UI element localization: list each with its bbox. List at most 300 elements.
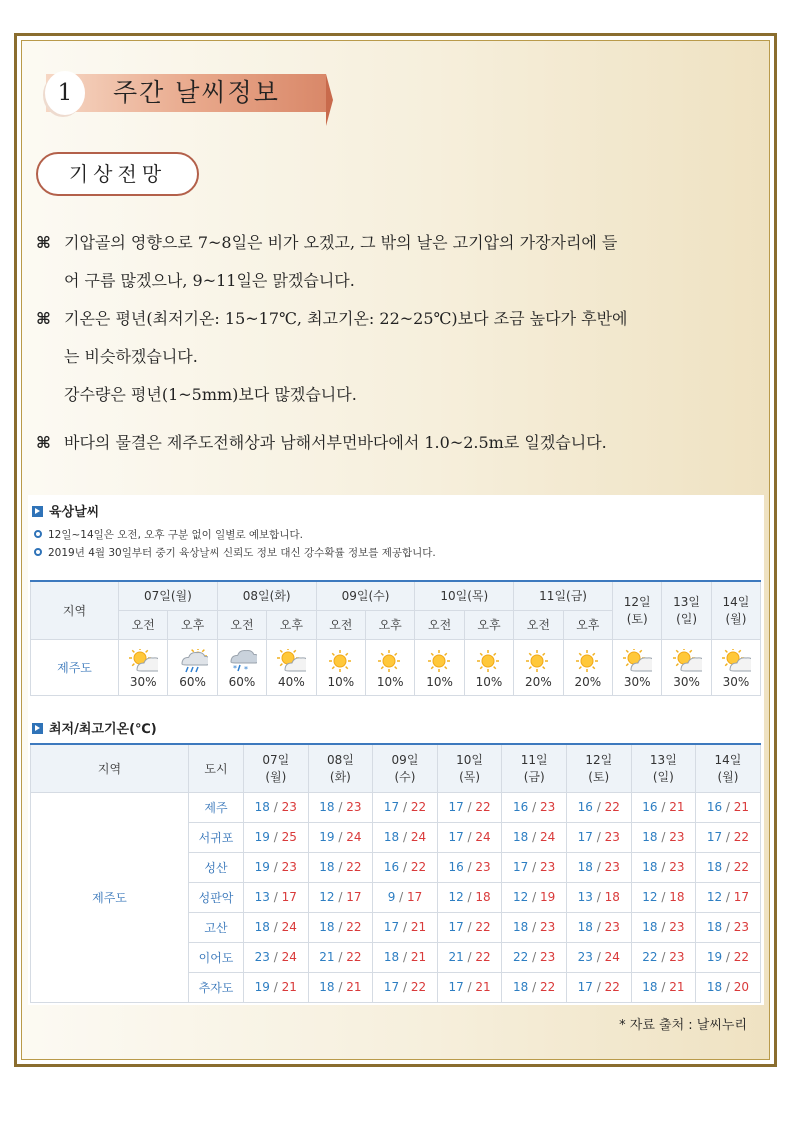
forecast-cell xyxy=(563,639,612,695)
temp-cell xyxy=(373,852,438,882)
am-header: 오전 xyxy=(316,610,365,639)
temp-separator: / xyxy=(657,890,670,904)
am-header: 오전 xyxy=(217,610,266,639)
max-temp: 24 xyxy=(540,830,556,844)
weather-section xyxy=(28,495,764,1005)
temp-cell xyxy=(244,852,309,882)
forecast-cell xyxy=(267,639,316,695)
pm-header: 오후 xyxy=(365,610,414,639)
max-temp: 23 xyxy=(540,920,556,934)
temp-separator: / xyxy=(657,860,670,874)
min-temp: 16 xyxy=(706,800,723,814)
min-temp: 17 xyxy=(706,830,723,844)
temp-cell xyxy=(437,972,502,1002)
section-header-ribbon xyxy=(28,67,326,119)
max-temp: 22 xyxy=(604,800,620,814)
am-header: 오전 xyxy=(514,610,563,639)
max-temp: 22 xyxy=(346,950,362,964)
max-temp: 23 xyxy=(475,860,491,874)
cloud-rain-sun-icon xyxy=(168,649,216,674)
temp-cell xyxy=(696,792,761,822)
temp-cell xyxy=(631,912,696,942)
temp-cell xyxy=(502,942,567,972)
temp-cell xyxy=(631,942,696,972)
max-temp: 17 xyxy=(733,890,750,904)
min-temp: 18 xyxy=(319,860,335,874)
precip-probability: 30% xyxy=(623,675,651,689)
max-temp: 22 xyxy=(410,860,427,874)
partly-cloudy-icon xyxy=(119,649,167,674)
min-temp: 18 xyxy=(577,860,593,874)
day-header: 08일 (화) xyxy=(308,744,373,792)
day-header: 07일 (월) xyxy=(244,744,309,792)
min-temp: 21 xyxy=(448,950,464,964)
city-cell: 이어도 xyxy=(189,942,244,972)
day-header: 07일(월) xyxy=(119,581,218,610)
max-temp: 25 xyxy=(281,830,297,844)
pm-header: 오후 xyxy=(563,610,612,639)
temp-separator: / xyxy=(722,860,734,874)
min-temp: 12 xyxy=(706,890,723,904)
city-cell: 제주 xyxy=(189,792,244,822)
forecast-cell xyxy=(662,639,711,695)
precip-probability: 60% xyxy=(179,675,206,689)
temp-separator: / xyxy=(528,800,540,814)
temp-separator: / xyxy=(722,890,734,904)
min-temp: 23 xyxy=(577,950,593,964)
min-temp: 19 xyxy=(254,860,270,874)
temp-separator: / xyxy=(334,950,347,964)
temp-separator: / xyxy=(657,830,670,844)
day-header: 10일 (목) xyxy=(437,744,502,792)
day-header: 14일 (월) xyxy=(696,744,761,792)
partly-cloudy-icon xyxy=(613,649,661,674)
temp-cell xyxy=(308,912,373,942)
command-bullet-icon: ⌘ xyxy=(36,309,51,328)
day-header: 13일 (일) xyxy=(662,581,711,639)
day-header: 12일 (토) xyxy=(566,744,631,792)
temp-separator: / xyxy=(463,950,476,964)
temp-separator: / xyxy=(269,980,282,994)
max-temp: 19 xyxy=(540,890,556,904)
max-temp: 22 xyxy=(733,950,750,964)
sunny-icon xyxy=(415,649,463,674)
max-temp: 23 xyxy=(540,950,556,964)
precip-probability: 60% xyxy=(228,675,256,689)
sunny-icon xyxy=(317,649,365,674)
temp-cell xyxy=(631,822,696,852)
max-temp: 21 xyxy=(475,980,491,994)
bullet-text: 는 비슷하겠습니다. xyxy=(64,347,198,366)
land-weather-table xyxy=(30,580,761,696)
max-temp: 24 xyxy=(604,950,620,964)
min-temp: 13 xyxy=(254,890,270,904)
region-header: 지역 xyxy=(31,581,119,639)
forecast-cell xyxy=(711,639,760,695)
temp-cell xyxy=(308,792,373,822)
land-data-row xyxy=(31,639,761,695)
land-weather-heading xyxy=(32,501,99,520)
temp-separator: / xyxy=(334,890,347,904)
temp-separator: / xyxy=(269,890,282,904)
bullet-line xyxy=(64,344,198,367)
forecast-cell xyxy=(316,639,365,695)
temp-separator: / xyxy=(334,920,347,934)
temp-cell xyxy=(244,972,309,1002)
max-temp: 17 xyxy=(407,890,423,904)
city-cell: 성판악 xyxy=(189,882,244,912)
temp-separator: / xyxy=(657,950,670,964)
temp-separator: / xyxy=(399,920,411,934)
partly-cloudy-icon xyxy=(712,649,760,674)
bullet-line xyxy=(64,382,357,405)
max-temp: 18 xyxy=(604,890,620,904)
min-temp: 18 xyxy=(577,920,593,934)
precip-probability: 30% xyxy=(722,675,750,689)
partly-cloudy-icon xyxy=(267,649,315,674)
temp-cell xyxy=(437,882,502,912)
temp-cell xyxy=(308,972,373,1002)
temp-cell xyxy=(308,942,373,972)
day-header: 09일(수) xyxy=(316,581,415,610)
min-temp: 18 xyxy=(706,920,723,934)
max-temp: 23 xyxy=(540,800,556,814)
temp-separator: / xyxy=(269,860,282,874)
temp-separator: / xyxy=(657,980,670,994)
temp-cell xyxy=(308,822,373,852)
temp-cell xyxy=(631,882,696,912)
region-cell: 제주도 xyxy=(31,639,119,695)
temp-cell xyxy=(696,852,761,882)
max-temp: 21 xyxy=(410,950,427,964)
min-temp: 18 xyxy=(706,860,723,874)
temp-separator: / xyxy=(399,980,411,994)
city-cell: 성산 xyxy=(189,852,244,882)
day-header: 11일(금) xyxy=(514,581,613,610)
min-temp: 17 xyxy=(448,920,464,934)
max-temp: 22 xyxy=(733,830,750,844)
min-temp: 17 xyxy=(513,860,529,874)
temp-cell xyxy=(566,882,631,912)
min-temp: 17 xyxy=(448,980,464,994)
bullet-text: 강수량은 평년(1~5mm)보다 많겠습니다. xyxy=(64,385,357,404)
temp-separator: / xyxy=(528,920,540,934)
max-temp: 20 xyxy=(733,980,750,994)
max-temp: 24 xyxy=(346,830,362,844)
temperature-table xyxy=(30,743,761,1003)
min-temp: 16 xyxy=(448,860,464,874)
min-temp: 18 xyxy=(319,980,335,994)
temp-separator: / xyxy=(592,920,605,934)
max-temp: 24 xyxy=(281,950,297,964)
temp-cell xyxy=(566,942,631,972)
min-temp: 16 xyxy=(383,860,400,874)
temp-separator: / xyxy=(463,860,476,874)
temp-cell xyxy=(244,882,309,912)
temp-cell xyxy=(696,912,761,942)
min-temp: 18 xyxy=(513,980,529,994)
temp-separator: / xyxy=(395,890,407,904)
temp-cell xyxy=(502,852,567,882)
land-note-text: 12일~14일은 오전, 오후 구분 없이 일별로 예보합니다. xyxy=(48,529,303,541)
min-temp: 18 xyxy=(642,830,658,844)
temp-separator: / xyxy=(592,890,605,904)
city-cell: 추자도 xyxy=(189,972,244,1002)
day-header: 09일 (수) xyxy=(373,744,438,792)
temp-cell xyxy=(244,942,309,972)
square-bullet-icon xyxy=(32,723,43,734)
min-temp: 17 xyxy=(448,830,464,844)
temp-cell xyxy=(437,852,502,882)
max-temp: 21 xyxy=(669,980,685,994)
day-header: 08일(화) xyxy=(217,581,316,610)
temp-cell xyxy=(566,972,631,1002)
min-temp: 21 xyxy=(319,950,335,964)
precip-probability: 30% xyxy=(129,675,157,689)
min-temp: 12 xyxy=(448,890,464,904)
temp-cell xyxy=(244,912,309,942)
temp-separator: / xyxy=(592,830,605,844)
temp-cell xyxy=(631,972,696,1002)
temp-cell xyxy=(696,822,761,852)
temp-separator: / xyxy=(722,830,734,844)
max-temp: 23 xyxy=(281,860,297,874)
temp-separator: / xyxy=(269,800,282,814)
max-temp: 24 xyxy=(410,830,427,844)
max-temp: 22 xyxy=(346,920,362,934)
partly-cloudy-icon xyxy=(662,649,710,674)
min-temp: 18 xyxy=(642,920,658,934)
max-temp: 17 xyxy=(281,890,297,904)
temp-cell xyxy=(696,942,761,972)
min-temp: 17 xyxy=(448,800,464,814)
temp-separator: / xyxy=(592,980,605,994)
temp-cell xyxy=(373,792,438,822)
temp-separator: / xyxy=(657,800,670,814)
temp-separator: / xyxy=(463,830,476,844)
section-number: 1 xyxy=(45,71,85,115)
temp-separator: / xyxy=(399,950,411,964)
min-temp: 18 xyxy=(319,800,335,814)
max-temp: 22 xyxy=(733,860,750,874)
min-temp: 19 xyxy=(254,980,270,994)
day-header: 13일 (일) xyxy=(631,744,696,792)
temp-separator: / xyxy=(528,950,540,964)
min-temp: 18 xyxy=(513,830,529,844)
min-temp: 13 xyxy=(577,890,593,904)
day-header: 11일 (금) xyxy=(502,744,567,792)
max-temp: 22 xyxy=(540,980,556,994)
temp-cell xyxy=(502,912,567,942)
min-temp: 18 xyxy=(642,980,658,994)
max-temp: 23 xyxy=(346,800,362,814)
temp-cell xyxy=(373,822,438,852)
min-temp: 18 xyxy=(319,920,335,934)
max-temp: 21 xyxy=(733,800,750,814)
temp-separator: / xyxy=(463,890,476,904)
day-header: 14일 (월) xyxy=(711,581,760,639)
svg-text:*: * xyxy=(243,665,248,674)
temp-cell xyxy=(437,792,502,822)
precip-probability: 20% xyxy=(525,675,552,689)
temp-cell xyxy=(244,792,309,822)
sunny-icon xyxy=(514,649,562,674)
square-bullet-icon xyxy=(32,506,43,517)
temp-cell xyxy=(631,792,696,822)
bullet-text: 기압골의 영향으로 7~8일은 비가 오겠고, 그 밖의 날은 고기압의 가장자리에 들 xyxy=(64,233,618,252)
pm-header: 오후 xyxy=(168,610,217,639)
pm-header: 오후 xyxy=(267,610,316,639)
max-temp: 22 xyxy=(346,860,362,874)
temperature-title: 최저/최고기온(℃) xyxy=(49,722,157,737)
max-temp: 23 xyxy=(733,920,750,934)
temp-cell xyxy=(502,822,567,852)
bullet-text: 어 구름 많겠으나, 9~11일은 맑겠습니다. xyxy=(64,271,355,290)
temp-separator: / xyxy=(528,860,540,874)
min-temp: 17 xyxy=(383,920,400,934)
min-temp: 16 xyxy=(513,800,529,814)
city-cell: 서귀포 xyxy=(189,822,244,852)
min-temp: 17 xyxy=(383,980,400,994)
max-temp: 21 xyxy=(281,980,297,994)
day-header: 12일 (토) xyxy=(612,581,661,639)
temp-cell xyxy=(308,852,373,882)
land-note-text: 2019년 4월 30일부터 중기 육상날씨 신뢰도 정보 대신 강수확률 정보를 제공합니다. xyxy=(48,547,436,559)
precip-probability: 10% xyxy=(426,675,453,689)
max-temp: 22 xyxy=(604,980,620,994)
temp-cell xyxy=(631,852,696,882)
temp-header-row xyxy=(31,744,761,792)
sunny-icon xyxy=(366,649,414,674)
subsection-pill: 기상전망 xyxy=(36,152,199,196)
bullet-line xyxy=(64,268,355,291)
max-temp: 24 xyxy=(281,920,297,934)
min-temp: 22 xyxy=(642,950,658,964)
max-temp: 22 xyxy=(410,800,427,814)
am-header: 오전 xyxy=(119,610,168,639)
precip-probability: 10% xyxy=(475,675,503,689)
min-temp: 18 xyxy=(383,830,400,844)
min-temp: 16 xyxy=(577,800,593,814)
day-header: 10일(목) xyxy=(415,581,514,610)
forecast-cell xyxy=(168,639,217,695)
min-temp: 23 xyxy=(254,950,270,964)
region-header: 지역 xyxy=(31,744,189,792)
land-note-1 xyxy=(34,527,303,542)
min-temp: 12 xyxy=(513,890,529,904)
land-note-2 xyxy=(34,545,436,560)
temp-cell xyxy=(437,912,502,942)
max-temp: 23 xyxy=(604,830,620,844)
pm-header: 오후 xyxy=(464,610,513,639)
max-temp: 23 xyxy=(669,860,685,874)
temp-separator: / xyxy=(334,800,347,814)
bullet-line xyxy=(36,306,628,329)
min-temp: 17 xyxy=(577,830,593,844)
land-weather-title: 육상날씨 xyxy=(49,505,100,520)
temp-separator: / xyxy=(657,920,670,934)
max-temp: 18 xyxy=(669,890,685,904)
temp-separator: / xyxy=(463,980,476,994)
max-temp: 23 xyxy=(669,830,685,844)
min-temp: 17 xyxy=(383,800,400,814)
temp-separator: / xyxy=(334,830,347,844)
max-temp: 23 xyxy=(540,860,556,874)
min-temp: 18 xyxy=(642,860,658,874)
temp-separator: / xyxy=(269,950,282,964)
temp-separator: / xyxy=(269,920,282,934)
temp-cell xyxy=(244,822,309,852)
temp-cell xyxy=(696,972,761,1002)
forecast-cell xyxy=(415,639,464,695)
temp-separator: / xyxy=(592,860,605,874)
precip-probability: 40% xyxy=(278,675,305,689)
temp-separator: / xyxy=(528,980,540,994)
min-temp: 18 xyxy=(254,920,270,934)
temp-separator: / xyxy=(592,950,605,964)
temperature-heading xyxy=(32,718,157,737)
temp-separator: / xyxy=(722,920,734,934)
max-temp: 22 xyxy=(475,920,491,934)
rain-snow-icon xyxy=(218,649,266,674)
max-temp: 23 xyxy=(669,920,685,934)
temp-separator: / xyxy=(722,950,734,964)
temp-cell xyxy=(373,912,438,942)
temp-separator: / xyxy=(463,800,476,814)
city-header: 도시 xyxy=(189,744,244,792)
min-temp: 22 xyxy=(513,950,529,964)
temp-separator: / xyxy=(592,800,605,814)
ring-bullet-icon xyxy=(34,548,42,556)
min-temp: 9 xyxy=(387,890,396,904)
max-temp: 24 xyxy=(475,830,491,844)
data-source: * 자료 출처 : 날씨누리 xyxy=(619,1018,747,1033)
min-temp: 17 xyxy=(577,980,593,994)
temp-row xyxy=(31,792,761,822)
temp-cell xyxy=(502,882,567,912)
temp-separator: / xyxy=(722,980,734,994)
temp-cell xyxy=(502,792,567,822)
max-temp: 23 xyxy=(281,800,297,814)
am-header: 오전 xyxy=(415,610,464,639)
forecast-cell xyxy=(217,639,266,695)
temp-cell xyxy=(566,822,631,852)
temp-separator: / xyxy=(334,980,347,994)
ring-bullet-icon xyxy=(34,530,42,538)
temp-cell xyxy=(566,852,631,882)
temp-cell xyxy=(696,882,761,912)
temp-separator: / xyxy=(528,830,540,844)
max-temp: 18 xyxy=(475,890,491,904)
temp-separator: / xyxy=(399,800,411,814)
min-temp: 16 xyxy=(642,800,658,814)
min-temp: 12 xyxy=(319,890,335,904)
forecast-cell xyxy=(464,639,513,695)
command-bullet-icon: ⌘ xyxy=(36,233,51,252)
max-temp: 22 xyxy=(475,800,491,814)
max-temp: 23 xyxy=(669,950,685,964)
bullet-line xyxy=(36,430,607,453)
temp-separator: / xyxy=(528,890,540,904)
max-temp: 21 xyxy=(346,980,362,994)
temp-cell xyxy=(566,792,631,822)
precip-probability: 10% xyxy=(327,675,355,689)
bullet-line xyxy=(36,230,617,253)
max-temp: 17 xyxy=(346,890,362,904)
land-header-row xyxy=(31,581,761,610)
region-cell: 제주도 xyxy=(31,792,189,1002)
min-temp: 18 xyxy=(706,980,723,994)
